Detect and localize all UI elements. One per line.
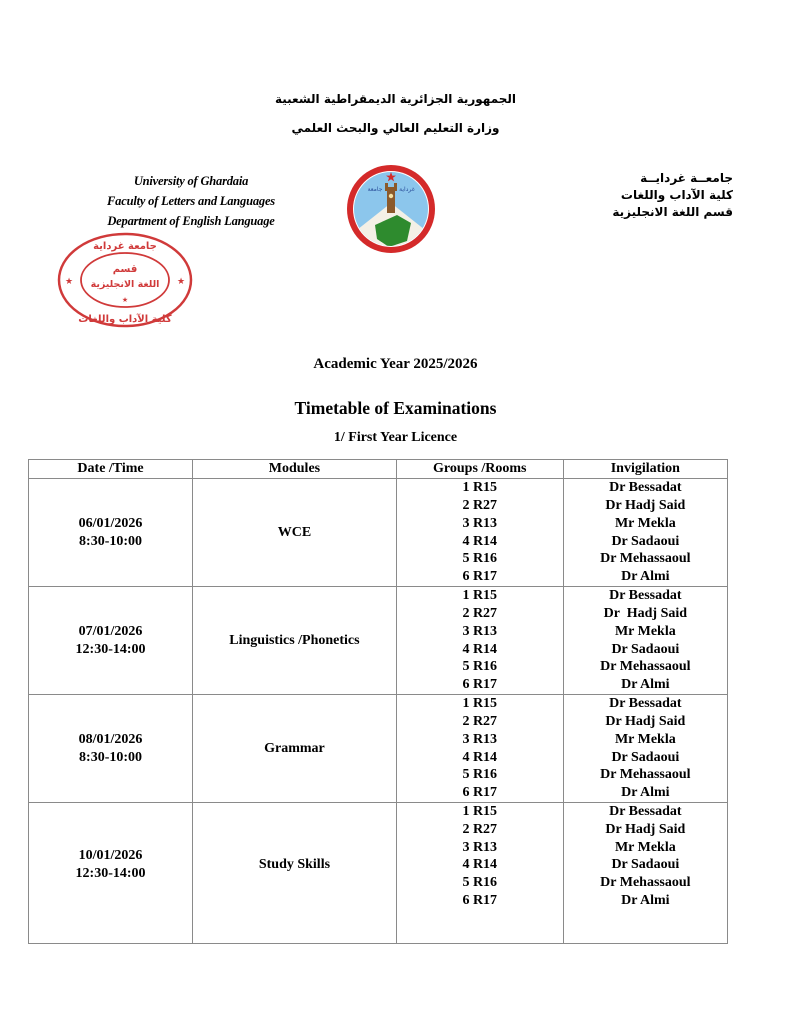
module-cell: Study Skills [193, 803, 397, 944]
table-row [29, 695, 728, 803]
table-row [29, 587, 728, 695]
department-name: Department of English Language [107, 214, 275, 228]
invigilator: Dr Hadj Said [603, 605, 688, 621]
group-room: 3 R13 [462, 839, 498, 855]
exam-date: 10/01/2026 [78, 848, 143, 863]
table-row [29, 479, 728, 587]
invigilator: Dr Almi [621, 569, 670, 585]
invigilator: Dr Bessadat [609, 588, 682, 604]
invigilation-cell [563, 695, 727, 803]
group-room: 4 R14 [462, 857, 498, 873]
group-room: 6 R17 [462, 677, 498, 693]
invigilator: Dr Sadaoui [611, 857, 680, 873]
svg-text:كلية الآداب واللغات: كلية الآداب واللغات [78, 314, 172, 325]
groups-cell [396, 695, 563, 803]
exam-timetable [28, 459, 728, 944]
group-room: 2 R27 [462, 605, 498, 621]
groups-cell [396, 479, 563, 587]
university-name: University of Ghardaia [133, 174, 249, 188]
invigilator: Mr Mekla [614, 623, 676, 639]
group-room: 3 R13 [462, 515, 498, 531]
group-room: 4 R14 [462, 533, 498, 549]
svg-text:★: ★ [121, 296, 129, 304]
group-room: 1 R15 [462, 588, 498, 604]
invigilator: Dr Sadaoui [611, 641, 680, 657]
table-row [29, 803, 728, 944]
invigilator: Dr Hadj Said [605, 821, 686, 837]
group-room: 2 R27 [462, 821, 498, 837]
academic-year-title: Academic Year 2025/2026 [313, 356, 478, 372]
exam-date: 08/01/2026 [78, 731, 143, 747]
invigilator: Dr Hadj Said [605, 497, 686, 513]
group-room: 1 R15 [462, 696, 498, 712]
republic-title: الجمهورية الجزائرية الديمقراطية الشعبية [274, 92, 517, 106]
university-emblem-icon [345, 163, 437, 255]
group-room: 3 R13 [462, 731, 498, 747]
invigilator: Mr Mekla [614, 515, 676, 531]
table-header-row [29, 460, 728, 479]
invigilator: Dr Sadaoui [611, 533, 680, 549]
column-header-date: Date /Time [29, 460, 193, 479]
group-room: 2 R27 [462, 713, 498, 729]
invigilator: Dr Sadaoui [611, 749, 680, 765]
faculty-name: Faculty of Letters and Languages [107, 194, 275, 208]
date-time-cell [29, 695, 193, 803]
invigilation-cell [563, 479, 727, 587]
level-subtitle: 1/ First Year Licence [333, 430, 458, 445]
column-header-invigilation: Invigilation [563, 460, 727, 479]
invigilator: Dr Mehassaoul [600, 875, 691, 891]
svg-text:جامعة غرداية: جامعة غرداية [93, 241, 157, 252]
ministry-title: وزارة التعليم العالي والبحث العلمي [291, 121, 500, 135]
group-room: 5 R16 [462, 767, 498, 783]
group-room: 6 R17 [462, 569, 498, 585]
column-header-groups: Groups /Rooms [396, 460, 563, 479]
date-time-cell [29, 803, 193, 944]
module-cell: Linguistics /Phonetics [193, 587, 397, 695]
faculty-name-ar: كلية الآداب واللغات [620, 188, 733, 202]
group-room: 5 R16 [462, 659, 498, 675]
invigilator: Dr Almi [621, 892, 670, 908]
invigilator: Dr Almi [621, 785, 670, 801]
svg-text:جامعة: جامعة [367, 186, 383, 193]
groups-cell [396, 803, 563, 944]
group-room: 6 R17 [462, 892, 498, 908]
invigilation-cell [563, 587, 727, 695]
svg-text:قسم: قسم [112, 264, 138, 275]
date-time-cell [29, 587, 193, 695]
page-title: Timetable of Examinations [294, 398, 497, 418]
group-room: 4 R14 [462, 749, 498, 765]
date-time-cell [29, 479, 193, 587]
invigilator: Dr Almi [621, 677, 670, 693]
group-room: 4 R14 [462, 641, 498, 657]
group-room: 1 R15 [462, 804, 498, 819]
exam-date: 07/01/2026 [78, 623, 143, 639]
invigilator: Dr Bessadat [609, 696, 682, 712]
group-room: 6 R17 [462, 785, 498, 801]
exam-date: 06/01/2026 [78, 515, 143, 531]
group-room: 3 R13 [462, 623, 498, 639]
svg-text:★: ★ [176, 277, 186, 287]
column-header-modules: Modules [193, 460, 397, 479]
invigilator: Mr Mekla [614, 839, 676, 855]
institution-block-ar [612, 170, 733, 221]
invigilator: Dr Bessadat [609, 804, 682, 819]
university-name-ar: جامعــة غردايــة [640, 171, 733, 185]
exam-time: 12:30-14:00 [75, 866, 146, 881]
exam-time: 8:30-10:00 [79, 533, 143, 549]
invigilator: Dr Mehassaoul [600, 767, 691, 783]
svg-text:غرداية: غرداية [399, 186, 415, 193]
invigilation-cell [563, 803, 727, 944]
institution-block-en [96, 171, 286, 231]
group-room: 2 R27 [462, 497, 498, 513]
invigilator: Dr Hadj Said [605, 713, 686, 729]
department-stamp-icon [55, 230, 195, 330]
department-name-ar: قسم اللغة الانجليزية [612, 205, 733, 219]
exam-time: 12:30-14:00 [75, 641, 146, 657]
module-cell: Grammar [193, 695, 397, 803]
group-room: 1 R15 [462, 480, 498, 496]
svg-text:اللغة الانجليزية: اللغة الانجليزية [90, 279, 160, 290]
exam-time: 8:30-10:00 [79, 749, 143, 765]
group-room: 5 R16 [462, 551, 498, 567]
group-room: 5 R16 [462, 875, 498, 891]
invigilator: Dr Mehassaoul [600, 659, 691, 675]
invigilator: Dr Mehassaoul [600, 551, 691, 567]
module-cell: WCE [193, 479, 397, 587]
invigilator: Mr Mekla [614, 731, 676, 747]
svg-text:★: ★ [64, 277, 74, 287]
invigilator: Dr Bessadat [609, 480, 682, 496]
groups-cell [396, 587, 563, 695]
